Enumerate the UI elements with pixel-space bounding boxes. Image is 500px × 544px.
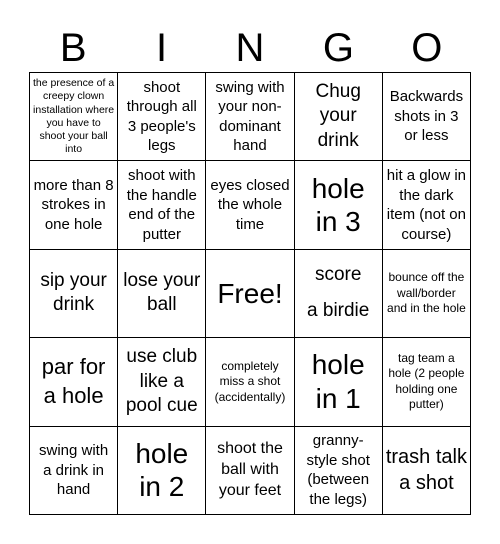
bingo-cell[interactable] — [295, 73, 383, 161]
cell-text: swing with a drink in hand — [38, 442, 109, 499]
bingo-cell[interactable] — [206, 73, 294, 161]
bingo-cell[interactable] — [118, 338, 206, 426]
bingo-cell[interactable] — [206, 338, 294, 426]
bingo-cell[interactable] — [30, 427, 118, 515]
header-letter-b: B — [59, 26, 87, 70]
cell-text: shoot through all 3 people's legs — [126, 78, 197, 155]
bingo-cell[interactable] — [206, 427, 294, 515]
cell-text: tag team a hole (2 people holding one putter) — [388, 350, 465, 412]
cell-text: hole in 3 — [311, 172, 365, 238]
bingo-cell[interactable] — [118, 427, 206, 515]
cell-text: sip your drink — [40, 269, 107, 316]
bingo-cell[interactable] — [383, 73, 471, 161]
cell-text: shoot with the handle end of the putter — [126, 167, 197, 243]
cell-text: par for a hole — [41, 354, 106, 408]
cell-text: eyes closed the whole time — [210, 176, 290, 233]
bingo-cell[interactable] — [30, 73, 118, 161]
header-letter-g: G — [322, 26, 354, 70]
header-letter-i: I — [156, 26, 168, 70]
bingo-cell[interactable] — [118, 161, 206, 249]
bingo-cell[interactable] — [383, 161, 471, 249]
bingo-cell[interactable] — [30, 161, 118, 249]
cell-text: trash talk a shot — [385, 446, 467, 495]
bingo-cell[interactable] — [30, 250, 118, 338]
cell-text: Backwards shots in 3 or less — [389, 88, 464, 145]
cell-text: hit a glow in the dark item (not on course) — [386, 167, 466, 243]
bingo-cell[interactable] — [383, 338, 471, 426]
cell-text: completely miss a shot (accidentally) — [214, 358, 286, 404]
cell-text: hole in 1 — [311, 349, 365, 414]
cell-text: swing with your non-dominant hand — [215, 78, 285, 155]
cell-text: bounce off the wall/border and in the hole — [387, 270, 466, 316]
bingo-header — [29, 24, 471, 72]
cell-text: hole in 2 — [135, 437, 189, 503]
cell-text: use club like a pool cue — [125, 345, 198, 417]
bingo-cell[interactable] — [383, 427, 471, 515]
free-space-text: Free! — [217, 277, 283, 309]
cell-text: granny-style shot (between the legs) — [306, 432, 370, 508]
free-space-cell[interactable] — [206, 250, 294, 338]
cell-text: Chug your drink — [315, 80, 361, 152]
cell-text: lose your ball — [123, 269, 201, 316]
bingo-cell[interactable] — [118, 250, 206, 338]
header-letter-o: O — [411, 26, 443, 70]
header-letter-n: N — [235, 26, 265, 70]
cell-text: the presence of a creepy clown installation where you have to shoot your ball into — [33, 77, 115, 155]
bingo-cell[interactable] — [295, 338, 383, 426]
cell-text: score a birdie — [307, 264, 370, 322]
bingo-cell[interactable] — [30, 338, 118, 426]
bingo-cell[interactable] — [295, 427, 383, 515]
cell-text: shoot the ball with your feet — [217, 440, 283, 499]
bingo-cell[interactable] — [206, 161, 294, 249]
bingo-card — [29, 72, 471, 515]
bingo-cell[interactable] — [295, 250, 383, 338]
cell-text: more than 8 strokes in one hole — [33, 176, 114, 233]
bingo-cell[interactable] — [295, 161, 383, 249]
bingo-cell[interactable] — [383, 250, 471, 338]
bingo-cell[interactable] — [118, 73, 206, 161]
